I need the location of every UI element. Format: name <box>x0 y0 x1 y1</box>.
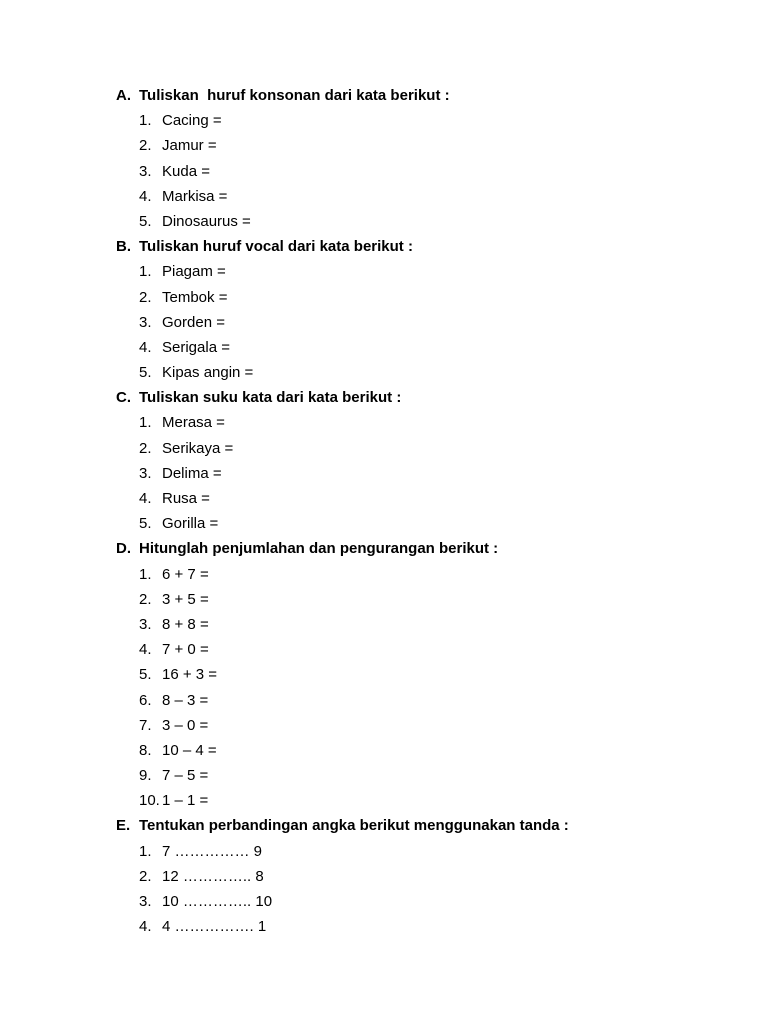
item-number: 1. <box>139 565 152 583</box>
list-item <box>0 914 768 939</box>
section-heading <box>0 234 768 259</box>
item-text: Serigala = <box>162 338 230 356</box>
section-heading <box>0 83 768 108</box>
item-number: 1. <box>139 112 152 130</box>
list-item <box>0 436 768 461</box>
item-text: Markisa = <box>162 187 228 205</box>
list-item <box>0 209 768 234</box>
item-text: Gorden = <box>162 313 225 331</box>
item-text: Jamur = <box>162 137 217 155</box>
item-text: 6 + 7 = <box>162 565 209 583</box>
item-text: Kuda = <box>162 162 210 180</box>
item-text: Rusa = <box>162 490 210 507</box>
item-text: Kipas angin = <box>162 364 254 382</box>
item-text: Tembok = <box>162 288 228 306</box>
item-number: 10. <box>139 792 160 810</box>
item-text: 8 – 3 = <box>162 691 209 709</box>
list-item <box>0 108 768 133</box>
section-title: Tuliskan suku kata dari kata berikut : <box>139 389 402 407</box>
list-item <box>0 662 768 687</box>
item-number: 5. <box>139 515 152 533</box>
item-number: 7. <box>139 716 152 734</box>
item-text: Merasa = <box>162 414 225 432</box>
item-number: 1. <box>139 842 152 860</box>
item-text: 10 – 4 = <box>162 741 217 759</box>
item-number: 2. <box>139 137 152 155</box>
worksheet <box>0 83 768 939</box>
list-item <box>0 360 768 385</box>
item-text: 1 – 1 = <box>162 792 209 810</box>
list-item <box>0 184 768 209</box>
list-item <box>0 562 768 587</box>
list-item <box>0 461 768 486</box>
item-text: 7 + 0 = <box>162 641 209 659</box>
item-text: 16 + 3 = <box>162 666 218 684</box>
section-letter: A. <box>116 87 131 104</box>
section-title: Tuliskan huruf konsonan dari kata berikut : <box>139 87 450 104</box>
item-text: 3 – 0 = <box>162 716 209 734</box>
list-item <box>0 587 768 612</box>
item-text: Gorilla = <box>162 515 219 533</box>
list-item <box>0 511 768 536</box>
item-number: 5. <box>139 212 152 230</box>
list-item <box>0 335 768 360</box>
list-item <box>0 159 768 184</box>
item-text: Dinosaurus = <box>162 212 251 230</box>
item-number: 5. <box>139 364 152 382</box>
section-heading <box>0 813 768 838</box>
item-text: Serikaya = <box>162 439 234 457</box>
list-item <box>0 133 768 158</box>
item-text: 8 + 8 = <box>162 615 209 633</box>
item-number: 4. <box>139 490 152 507</box>
item-number: 2. <box>139 590 152 608</box>
section-title: Hitunglah penjumlahan dan pengurangan berikut : <box>139 540 499 558</box>
list-item <box>0 738 768 763</box>
item-text: 10 ………….. 10 <box>162 893 273 910</box>
item-number: 3. <box>139 615 152 633</box>
item-text: 4 ……………. 1 <box>162 918 267 936</box>
list-item <box>0 612 768 637</box>
item-number: 5. <box>139 666 152 684</box>
item-number: 3. <box>139 162 152 180</box>
list-item <box>0 259 768 284</box>
item-number: 4. <box>139 918 152 936</box>
item-number: 8. <box>139 741 152 759</box>
item-number: 9. <box>139 767 152 785</box>
list-item <box>0 410 768 435</box>
item-text: 3 + 5 = <box>162 590 209 608</box>
item-number: 2. <box>139 867 152 885</box>
list-item <box>0 788 768 813</box>
section-letter: C. <box>116 389 131 407</box>
item-number: 4. <box>139 641 152 659</box>
list-item <box>0 285 768 310</box>
item-text: Delima = <box>162 464 222 482</box>
item-number: 4. <box>139 338 152 356</box>
item-number: 6. <box>139 691 152 709</box>
item-number: 2. <box>139 439 152 457</box>
section-letter: E. <box>116 817 131 835</box>
item-text: Piagam = <box>162 263 226 281</box>
item-number: 1. <box>139 414 152 432</box>
item-number: 3. <box>139 464 152 482</box>
item-number: 4. <box>139 187 152 205</box>
section-heading <box>0 536 768 561</box>
item-number: 3. <box>139 313 152 331</box>
section-title: Tentukan perbandingan angka berikut menggunakan tanda : <box>139 817 569 835</box>
item-number: 2. <box>139 288 152 306</box>
list-item <box>0 688 768 713</box>
list-item <box>0 637 768 662</box>
section-letter: D. <box>116 540 131 558</box>
list-item <box>0 310 768 335</box>
item-text: 12 ………….. 8 <box>162 867 264 885</box>
item-text: Cacing = <box>162 112 222 130</box>
item-number: 3. <box>139 893 152 910</box>
item-text: 7 …………… 9 <box>162 842 263 860</box>
list-item <box>0 763 768 788</box>
section-title: Tuliskan huruf vocal dari kata berikut : <box>139 238 413 256</box>
section-letter: B. <box>116 238 131 256</box>
list-item <box>0 839 768 864</box>
list-item <box>0 889 768 914</box>
section-heading <box>0 385 768 410</box>
list-item <box>0 864 768 889</box>
list-item <box>0 713 768 738</box>
item-number: 1. <box>139 263 152 281</box>
item-text: 7 – 5 = <box>162 767 209 785</box>
list-item <box>0 486 768 511</box>
